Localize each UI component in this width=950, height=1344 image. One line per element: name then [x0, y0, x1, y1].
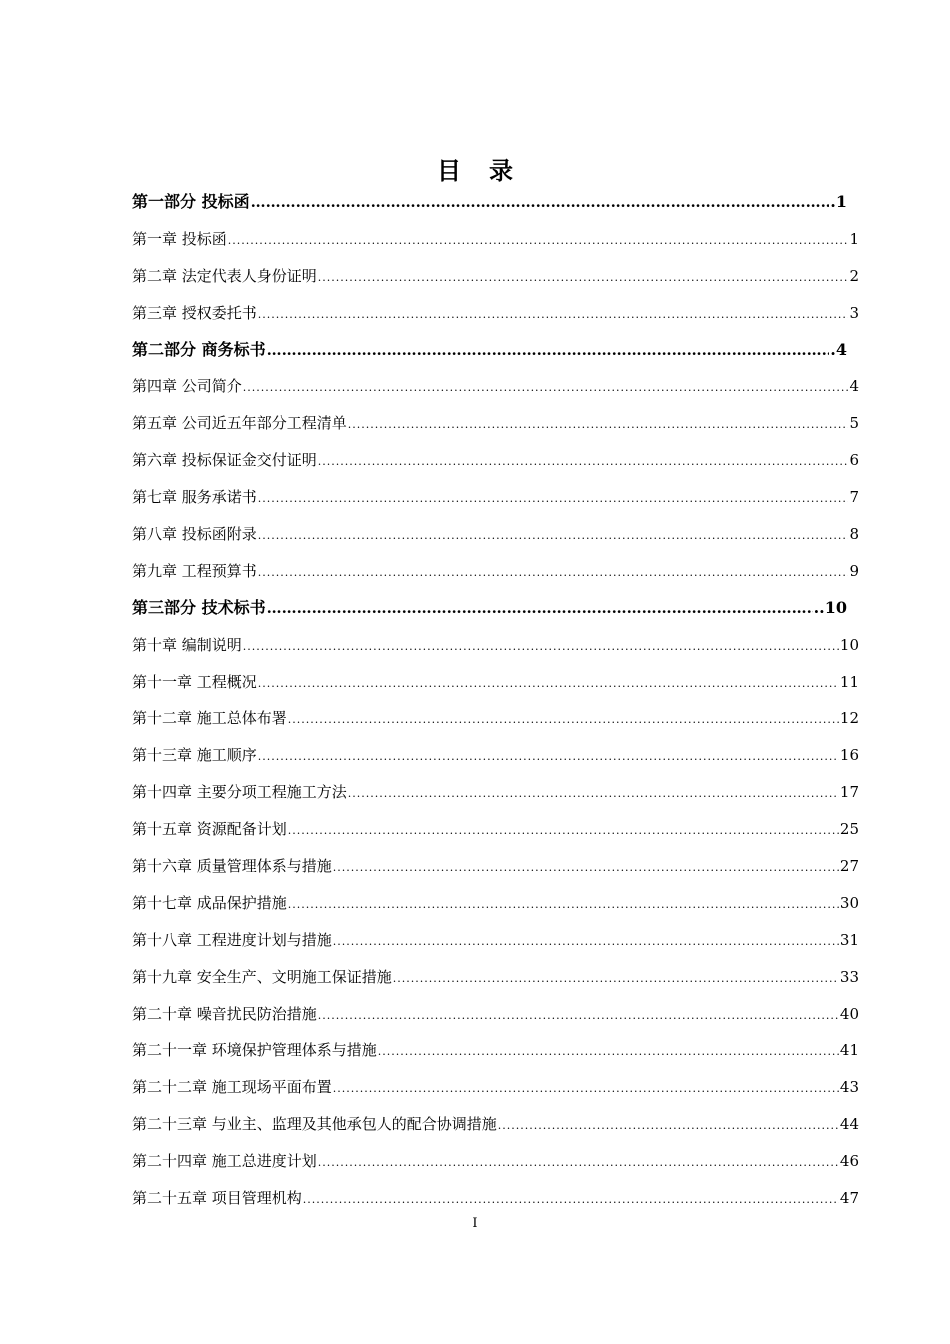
toc-page-number: 6: [849, 451, 859, 470]
toc-dot-leader: [333, 924, 839, 961]
toc-page-number: 31: [839, 930, 859, 949]
toc-entry-title: 第十四章 主要分项工程施工方法: [132, 783, 347, 802]
toc-dot-leader: [318, 998, 839, 1035]
toc-chapter-entry[interactable]: [132, 553, 862, 590]
toc-entry-title: 第二部分 商务标书: [132, 339, 266, 359]
toc-chapter-entry[interactable]: [132, 996, 862, 1033]
toc-dot-leader: [243, 370, 849, 407]
toc-entry-title: 第四章 公司简介: [132, 377, 242, 396]
toc-dot-leader: [288, 702, 839, 739]
toc-page-number: 3: [849, 303, 859, 322]
toc-page-number: .4: [830, 339, 847, 359]
title-char-2: 录: [489, 156, 513, 185]
toc-chapter-entry[interactable]: [132, 516, 862, 553]
toc-page-number: 30: [839, 893, 859, 912]
toc-entry-title: 第十三章 施工顺序: [132, 746, 257, 765]
toc-page-number: 7: [849, 488, 859, 507]
toc-dot-leader: [348, 407, 849, 444]
toc-chapter-entry[interactable]: [132, 1032, 862, 1069]
toc-page-number: 16: [839, 746, 859, 765]
toc-part-entry[interactable]: [132, 184, 862, 221]
toc-dot-leader: [348, 776, 839, 813]
toc-chapter-entry[interactable]: [132, 368, 862, 405]
toc-entry-title: 第十八章 工程进度计划与措施: [132, 930, 332, 949]
toc-dot-leader: [318, 444, 849, 481]
toc-entry-title: 第十九章 安全生产、文明施工保证措施: [132, 967, 392, 986]
toc-chapter-entry[interactable]: [132, 664, 862, 701]
toc-chapter-entry[interactable]: [132, 1143, 862, 1180]
toc-entry-title: 第七章 服务承诺书: [132, 488, 257, 507]
toc-dot-leader: [288, 813, 839, 850]
title-char-1: 目: [437, 156, 461, 185]
toc-page-number: 5: [849, 414, 859, 433]
toc-page-number: 25: [839, 820, 859, 839]
page-footer-number: I: [472, 1216, 478, 1231]
toc-part-entry[interactable]: [132, 332, 862, 369]
toc-dot-leader: [258, 739, 839, 776]
toc-chapter-entry[interactable]: [132, 1106, 862, 1143]
toc-page-number: .1: [830, 192, 847, 211]
toc-chapter-entry[interactable]: [132, 442, 862, 479]
toc-entry-title: 第十五章 资源配备计划: [132, 820, 287, 839]
toc-chapter-entry[interactable]: [132, 221, 862, 258]
toc-entry-title: 第八章 投标函附录: [132, 525, 257, 544]
toc-chapter-entry[interactable]: [132, 700, 862, 737]
toc-dot-leader: [228, 223, 849, 260]
toc-page-number: ..10: [813, 597, 847, 617]
toc-dot-leader: [258, 666, 839, 703]
toc-page-number: 47: [839, 1189, 859, 1208]
toc-page-number: 1: [849, 229, 859, 248]
toc-chapter-entry[interactable]: [132, 959, 862, 996]
toc-page-number: 44: [839, 1115, 859, 1134]
toc-chapter-entry[interactable]: [132, 405, 862, 442]
toc-entry-title: 第二十一章 环境保护管理体系与措施: [132, 1041, 377, 1060]
toc-entry-title: 第一章 投标函: [132, 229, 227, 248]
toc-chapter-entry[interactable]: [132, 922, 862, 959]
toc-chapter-entry[interactable]: [132, 258, 862, 295]
toc-dot-leader: [258, 297, 849, 334]
toc-entry-title: 第六章 投标保证金交付证明: [132, 451, 317, 470]
toc-entry-title: 第十七章 成品保护措施: [132, 893, 287, 912]
toc-chapter-entry[interactable]: [132, 811, 862, 848]
toc-dot-leader: [318, 1145, 839, 1182]
toc-dot-leader: [303, 1182, 839, 1219]
toc-page-number: 11: [839, 672, 859, 691]
toc-page-number: 10: [839, 635, 859, 654]
toc-entry-title: 第二十二章 施工现场平面布置: [132, 1078, 332, 1097]
toc-dot-leader: [393, 961, 839, 998]
toc-dot-leader: [378, 1034, 839, 1071]
toc-chapter-entry[interactable]: [132, 1180, 862, 1217]
toc-page-number: 17: [839, 783, 859, 802]
toc-dot-leader: [267, 332, 830, 369]
toc-page-number: 9: [849, 561, 859, 580]
toc-entry-title: 第一部分 投标函: [132, 192, 250, 211]
toc-page-number: 8: [849, 525, 859, 544]
toc-page-number: 41: [839, 1041, 859, 1060]
toc-entry-title: 第二十四章 施工总进度计划: [132, 1152, 317, 1171]
toc-dot-leader: [243, 629, 839, 666]
toc-page-number: 43: [839, 1078, 859, 1097]
toc-entry-title: 第九章 工程预算书: [132, 561, 257, 580]
toc-part-entry[interactable]: [132, 590, 862, 627]
toc-dot-leader: [267, 590, 813, 627]
toc-entry-title: 第二十五章 项目管理机构: [132, 1189, 302, 1208]
toc-dot-leader: [258, 518, 849, 555]
toc-entry-title: 第五章 公司近五年部分工程清单: [132, 414, 347, 433]
toc-entry-title: 第二十三章 与业主、监理及其他承包人的配合协调措施: [132, 1115, 497, 1134]
table-of-contents: [132, 184, 862, 1217]
toc-chapter-entry[interactable]: [132, 774, 862, 811]
page-title: [0, 154, 950, 188]
toc-dot-leader: [288, 887, 839, 924]
toc-dot-leader: [258, 481, 849, 518]
toc-dot-leader: [251, 184, 830, 221]
toc-dot-leader: [258, 555, 849, 592]
toc-entry-title: 第三章 授权委托书: [132, 303, 257, 322]
toc-dot-leader: [333, 1071, 839, 1108]
toc-entry-title: 第十六章 质量管理体系与措施: [132, 857, 332, 876]
toc-chapter-entry[interactable]: [132, 295, 862, 332]
toc-page-number: 33: [839, 967, 859, 986]
toc-page-number: 12: [839, 709, 859, 728]
toc-chapter-entry[interactable]: [132, 848, 862, 885]
toc-chapter-entry[interactable]: [132, 1069, 862, 1106]
toc-chapter-entry[interactable]: [132, 737, 862, 774]
toc-page-number: 4: [849, 377, 859, 396]
toc-entry-title: 第二章 法定代表人身份证明: [132, 266, 317, 285]
toc-entry-title: 第十章 编制说明: [132, 635, 242, 654]
toc-dot-leader: [498, 1108, 839, 1145]
toc-chapter-entry[interactable]: [132, 885, 862, 922]
toc-dot-leader: [333, 850, 839, 887]
toc-page-number: 2: [849, 266, 859, 285]
toc-chapter-entry[interactable]: [132, 479, 862, 516]
toc-entry-title: 第二十章 噪音扰民防治措施: [132, 1004, 317, 1023]
toc-page-number: 40: [839, 1004, 859, 1023]
toc-entry-title: 第十二章 施工总体布署: [132, 709, 287, 728]
toc-entry-title: 第十一章 工程概况: [132, 672, 257, 691]
toc-dot-leader: [318, 260, 849, 297]
toc-entry-title: 第三部分 技术标书: [132, 597, 266, 617]
toc-page-number: 46: [839, 1152, 859, 1171]
toc-page-number: 27: [839, 857, 859, 876]
toc-chapter-entry[interactable]: [132, 627, 862, 664]
